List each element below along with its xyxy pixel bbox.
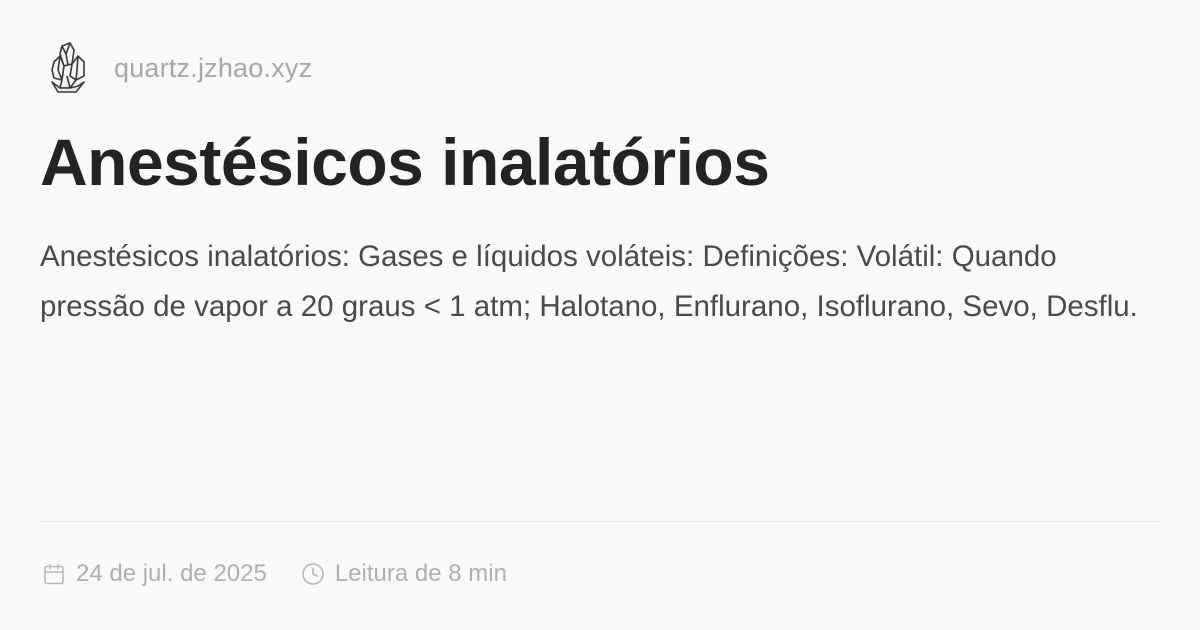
divider bbox=[40, 521, 1160, 522]
article-meta bbox=[42, 557, 507, 591]
crystal-logo-icon[interactable] bbox=[46, 40, 90, 96]
publish-date bbox=[42, 560, 267, 588]
reading-time bbox=[301, 560, 507, 588]
clock-icon bbox=[301, 562, 325, 586]
page-title: Anestésicos inalatórios bbox=[40, 125, 770, 199]
reading-time-text: Leitura de 8 min bbox=[334, 560, 507, 587]
site-header bbox=[46, 40, 312, 96]
publish-date-text: 24 de jul. de 2025 bbox=[76, 560, 267, 587]
site-url-link[interactable]: quartz.jzhao.xyz bbox=[114, 52, 313, 83]
page-description: Anestésicos inalatórios: Gases e líquidos voláteis: Definições: Volátil: Quando pressão de vapor a 20 graus < 1 atm; Halotano, Enflurano, Isoflurano, Sevo, Desflu. bbox=[40, 240, 1138, 323]
calendar-icon bbox=[42, 562, 66, 586]
